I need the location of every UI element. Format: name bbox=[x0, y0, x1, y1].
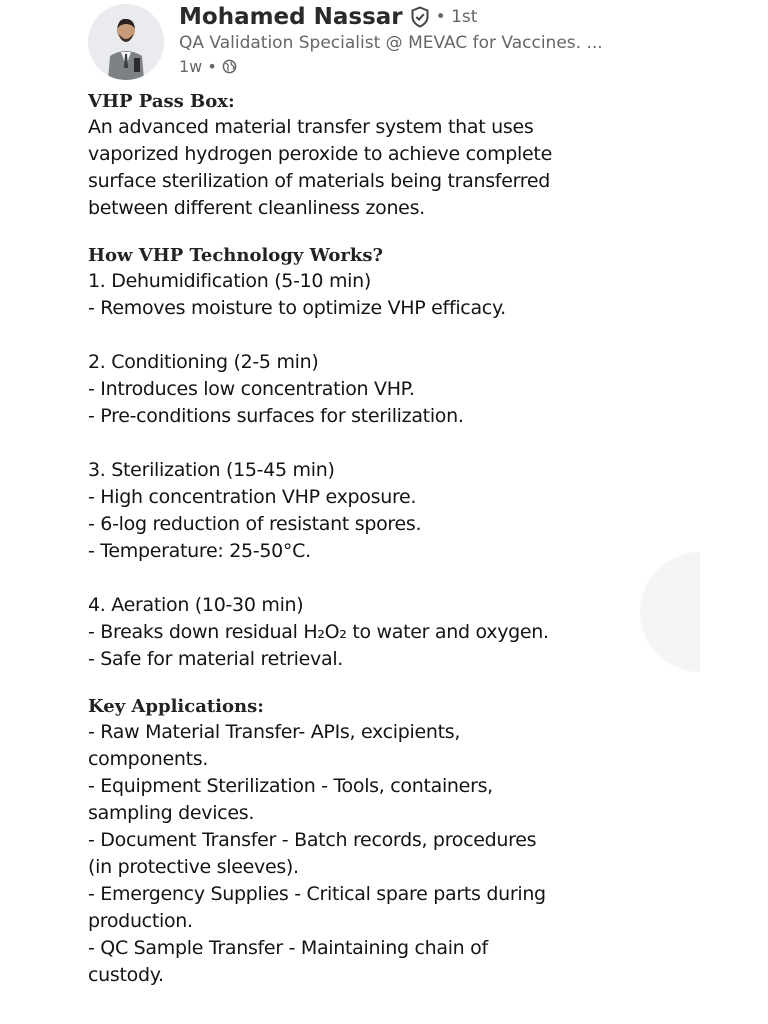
decorative-mask bbox=[700, 540, 768, 680]
author-name[interactable]: Mohamed Nassar bbox=[179, 4, 403, 30]
verified-shield-icon bbox=[410, 6, 430, 28]
how-heading: How VHP Technology Works? bbox=[88, 245, 384, 266]
step-item: 4. Aeration (10-30 min) - Breaks down residual H₂O₂ to water and oxygen. - Safe for material retrieval. bbox=[88, 594, 549, 670]
post-title: VHP Pass Box: bbox=[88, 91, 235, 112]
step-item: 3. Sterilization (15-45 min) - High concentration VHP exposure. - 6-log reduction of resistant spores. - Temperature: 25-50°C. bbox=[88, 459, 422, 562]
spacer bbox=[88, 430, 688, 457]
author-headline: QA Validation Specialist @ MEVAC for Vaccines. ... bbox=[179, 33, 603, 53]
spacer bbox=[88, 322, 688, 349]
spacer bbox=[88, 673, 688, 695]
author-line bbox=[179, 4, 477, 30]
spacer bbox=[88, 565, 688, 592]
post-meta bbox=[179, 57, 237, 76]
post-content bbox=[88, 90, 688, 989]
author-avatar[interactable] bbox=[88, 4, 164, 80]
globe-icon bbox=[222, 59, 237, 74]
post-intro: An advanced material transfer system that uses vaporized hydrogen peroxide to achieve complete surface sterilization of materials being transferred between different cleanliness zones. bbox=[88, 116, 552, 219]
applications-heading: Key Applications: bbox=[88, 696, 264, 717]
person-icon bbox=[88, 4, 164, 80]
post-time: 1w • bbox=[179, 57, 217, 76]
spacer bbox=[88, 222, 688, 244]
connection-degree: • 1st bbox=[435, 7, 478, 27]
step-item: 2. Conditioning (2-5 min) - Introduces low concentration VHP. - Pre-conditions surfaces for sterilization. bbox=[88, 351, 464, 427]
step-item: 1. Dehumidification (5-10 min) - Removes moisture to optimize VHP efficacy. bbox=[88, 270, 506, 319]
post-header bbox=[88, 2, 728, 80]
applications-list: - Raw Material Transfer- APIs, excipients, components. - Equipment Sterilization - Tools, containers, sampling devices. - Document Transfer - Batch records, procedures (in protective sleeves). - Emergency Supplies - Critical spare parts during production. - QC Sample Transfer - Maintaining chain of custody. bbox=[88, 721, 546, 986]
